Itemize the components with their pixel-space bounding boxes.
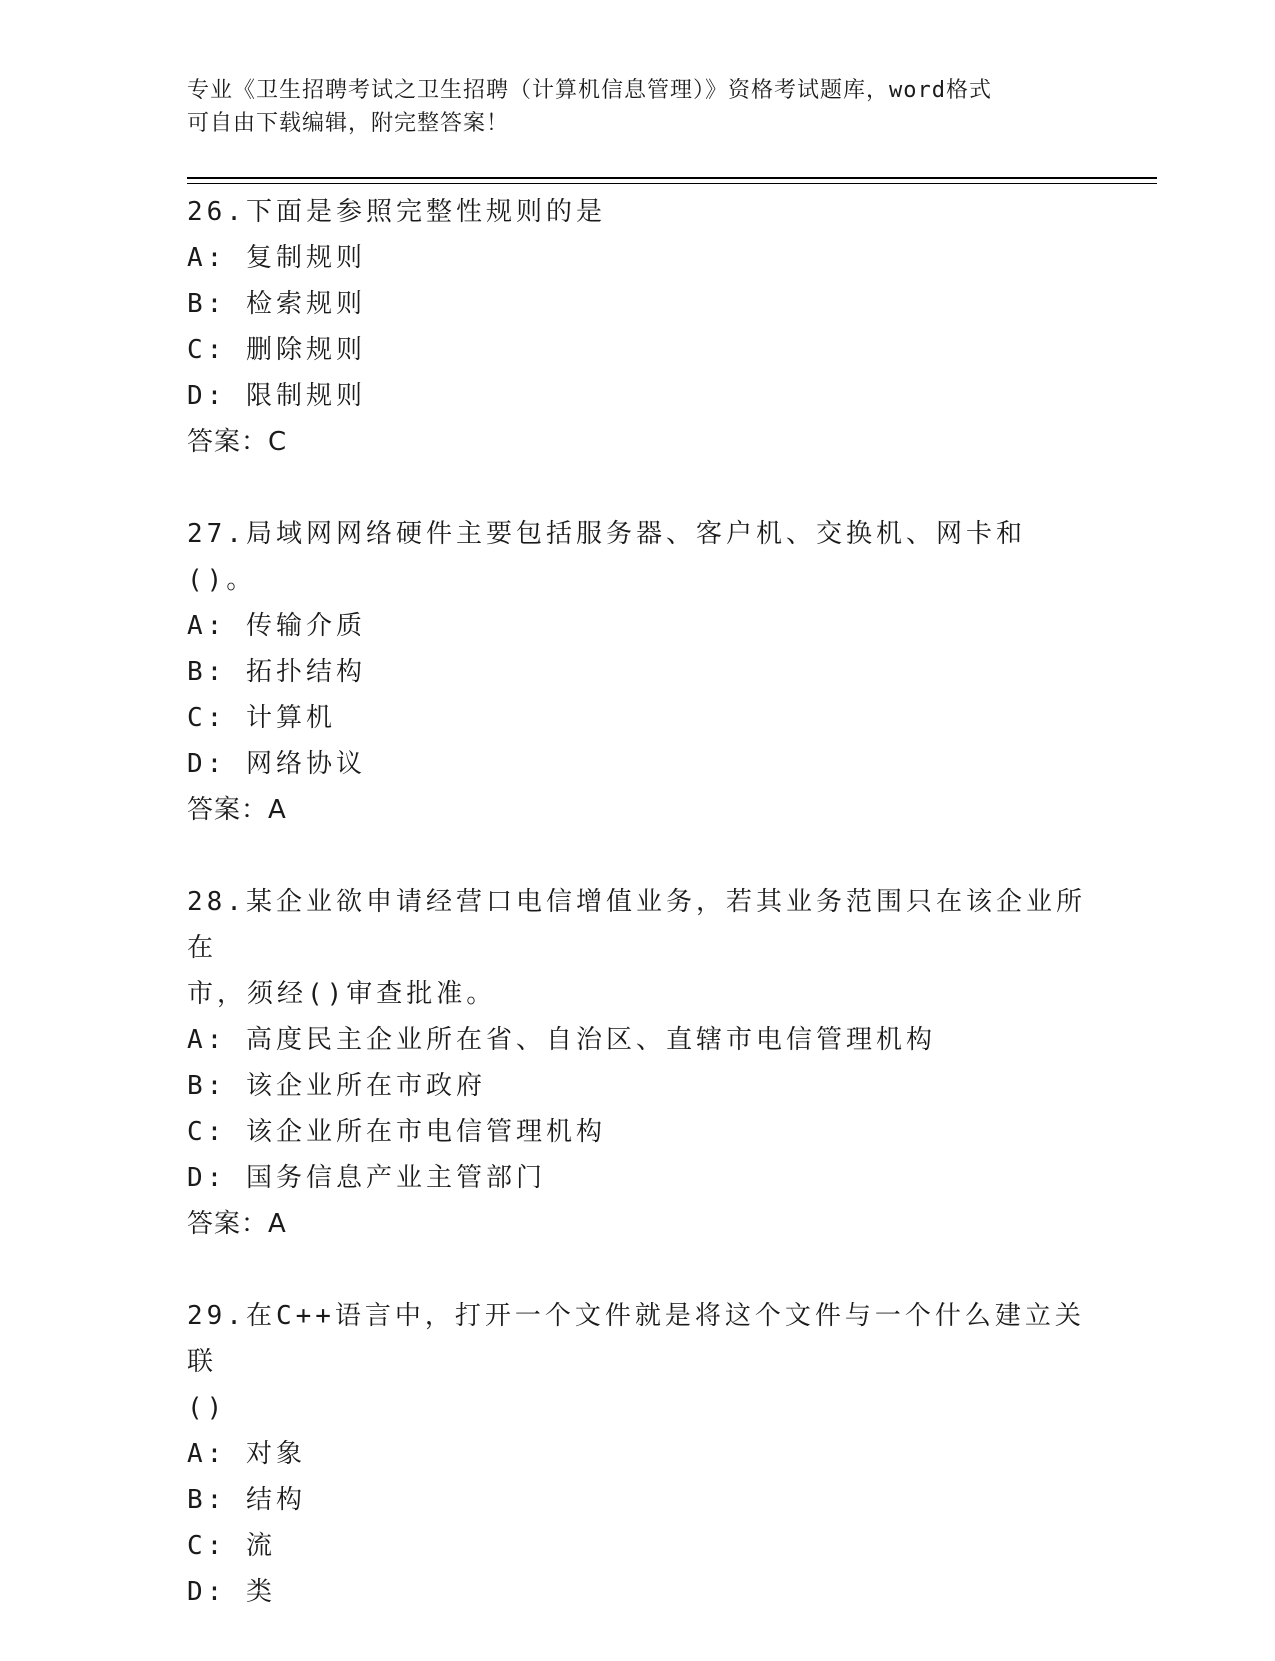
question-stem-line-1: 29.在C++语言中，打开一个文件就是将这个文件与一个什么建立关联 <box>187 1301 1085 1377</box>
option-a: A: 传输介质 <box>187 611 366 641</box>
option-b: B: 拓扑结构 <box>187 657 366 687</box>
option-a: A: 对象 <box>187 1439 306 1469</box>
question-27 <box>187 511 1087 833</box>
option-d: D: 限制规则 <box>187 381 366 411</box>
header-line-1: 专业《卫生招聘考试之卫生招聘（计算机信息管理）》资格考试题库，word格式 <box>187 78 992 103</box>
option-b: B: 结构 <box>187 1485 306 1515</box>
option-b: B: 该企业所在市政府 <box>187 1071 486 1101</box>
header-line-2: 可自由下载编辑，附完整答案！ <box>187 111 510 136</box>
option-c: C: 该企业所在市电信管理机构 <box>187 1117 606 1147</box>
question-list <box>187 189 1087 1661</box>
option-c: C: 删除规则 <box>187 335 366 365</box>
option-a: A: 复制规则 <box>187 243 366 273</box>
option-a: A: 高度民主企业所在省、自治区、直辖市电信管理机构 <box>187 1025 936 1055</box>
question-29 <box>187 1293 1087 1615</box>
question-stem-line-1: 28.某企业欲申请经营口电信增值业务，若其业务范围只在该企业所在 <box>187 887 1086 963</box>
question-26 <box>187 189 1087 465</box>
answer: 答案：A <box>187 1209 287 1239</box>
question-28 <box>187 879 1087 1247</box>
question-stem-line-2: () <box>187 1393 227 1423</box>
header-divider-thin <box>187 183 1157 184</box>
option-d: D: 网络协议 <box>187 749 366 779</box>
option-c: C: 计算机 <box>187 703 336 733</box>
answer: 答案：C <box>187 427 288 457</box>
answer: 答案：A <box>187 795 287 825</box>
question-stem-line-2: 市，须经()审查批准。 <box>187 979 497 1009</box>
option-d: D: 类 <box>187 1577 276 1607</box>
header-divider-thick <box>187 177 1157 179</box>
option-c: C: 流 <box>187 1531 276 1561</box>
question-stem: 26.下面是参照完整性规则的是 <box>187 197 606 227</box>
document-header <box>187 74 1087 140</box>
question-stem: 27.局域网网络硬件主要包括服务器、客户机、交换机、网卡和()。 <box>187 519 1026 595</box>
option-d: D: 国务信息产业主管部门 <box>187 1163 546 1193</box>
option-b: B: 检索规则 <box>187 289 366 319</box>
